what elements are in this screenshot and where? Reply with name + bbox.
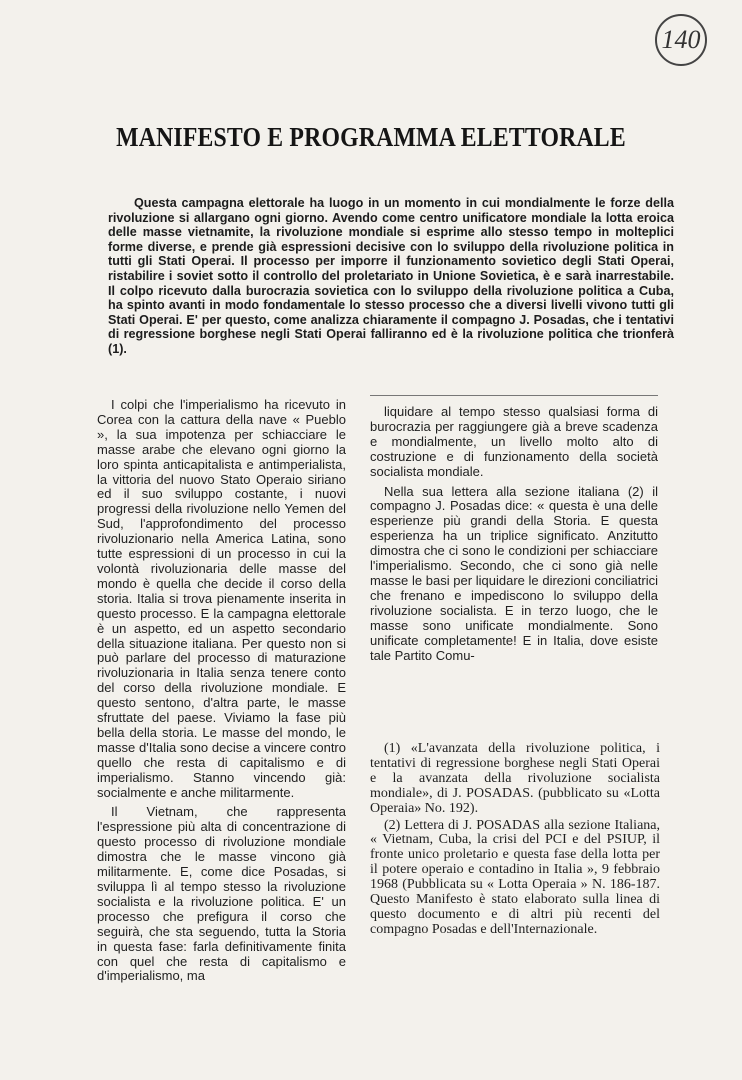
- left-column: [97, 398, 346, 989]
- column-divider-rule: [370, 395, 658, 396]
- intro-paragraph: Questa campagna elettorale ha luogo in un momento in cui mondialmente le forze della rivoluzione si allargano ogni giorno. Avendo come centro unificatore mondiale la lotta eroica delle masse vietnamite, la rivoluzione mondiale si esprime allo stesso tempo in molteplici forme diverse, e prende già espressioni decisive con lo sviluppo della rivoluzione politica in tutti gli Stati Operai. Il processo per imporre il funzionamento sovietico degli Stati Operai, ristabilire i soviet sotto il controllo del proletariato in Unione Sovietica, è e sarà inarrestabile. Il colpo ricevuto dalla burocrazia sovietica con lo sviluppo della rivoluzione politica a Cuba, ha spinto avanti in modo fondamentale lo stesso processo che a diversi livelli vivono tutti gli Stati Operai. E' per questo, come analizza chiaramente il compagno J. Posadas, che i tentativi di regressione borghese negli Stati Operai falliranno ed è la rivoluzione politica che trionferà (1).: [108, 196, 674, 356]
- left-paragraph: I colpi che l'imperialismo ha ricevuto in Corea con la cattura della nave « Pueblo », la sua impotenza per schiacciare le masse arabe che elevano ogni giorno la loro spinta anticapitalista e antimperialista, la vittoria del nuovo Stato Operaio siriano ed il suo sviluppo costante, i nuovi progressi della rivoluzione nello Yemen del Sud, l'approfondimento del processo rivoluzionario nella America Latina, sono tutte espressioni di un processo in cui la volontà rivoluzionaria delle masse del mondo è quella che decide il corso della storia. Italia si trova pienamente inserita in questo processo. E la campagna elettorale è un aspetto, ed un aspetto secondario della situazione italiana. Per questo non si può parlare del processo di maturazione rivoluzionaria in Italia senza tenere conto del corso della rivoluzione mondiale. E questo sentono, d'altra parte, le masse sfruttate del paese. Viviamo la fase più bella della storia. Le masse del mondo, le masse d'Italia sono decise a vincere contro quello che resta di capitalismo e di imperialismo. Stanno vincendo già: socialmente e anche militarmente.: [97, 397, 346, 800]
- footnotes: [370, 742, 660, 940]
- footnote-1: (1) «L'avanzata della rivoluzione politica, i tentativi di regressione borghese negli Stati Operai e la avanzata della rivoluzione socialista mondiale», di J. POSADAS. (pubblicato su «Lotta Operaia» No. 192).: [370, 741, 660, 816]
- right-column: [370, 405, 658, 668]
- left-paragraph: Il Vietnam, che rappresenta l'espressione più alta di concentrazione di questo processo di rivoluzione mondiale dimostra che le masse vincono già militarmente. E, come dice Posadas, si sviluppa lì al tempo stesso la rivoluzione socialista e la rivoluzione politica. E' un processo che prefigura il corso che seguirà, che sta seguendo, tutta la Storia in questa fase: farla definitivamente finita con quel che resta di capitalismo e d'imperialismo, ma: [97, 804, 346, 984]
- page-title: MANIFESTO E PROGRAMMA ELETTORALE: [116, 122, 626, 152]
- page-number: 140: [655, 14, 707, 66]
- right-paragraph: Nella sua lettera alla sezione italiana (2) il compagno J. Posadas dice: « questa è una delle esperienze più grandi della Storia. E questa esperienza ha un triplice significato. Anzitutto dimostra che ci sono le condizioni per schiacciare l'imperialismo. Secondo, che ci sono già nelle masse le basi per liquidare le direzioni conciliatrici che frenano e impediscono lo sviluppo della rivoluzione socialista. E in terzo luogo, che le masse sono unificate mondialmente. Sono unificate completamente! E in Italia, dove esiste tale Partito Comu-: [370, 483, 658, 663]
- right-paragraph: liquidare al tempo stesso qualsiasi forma di burocrazia per raggiungere già a breve scadenza e mondialmente, un livello molto alto di costruzione e di funzionamento della società socialista mondiale.: [370, 404, 658, 479]
- footnote-2: (2) Lettera di J. POSADAS alla sezione Italiana, « Vietnam, Cuba, la crisi del PCI e del PSIUP, il fronte unico proletario e questa fase della lotta per il potere operaio e contadino in Italia », 9 febbraio 1968 (Pubblicata su « Lotta Operaia » N. 186-187. Questo Manifesto è stato elaborato sulla linea di questo documento e di altri più recenti del compagno Posadas e dell'Internazionale.: [370, 817, 660, 937]
